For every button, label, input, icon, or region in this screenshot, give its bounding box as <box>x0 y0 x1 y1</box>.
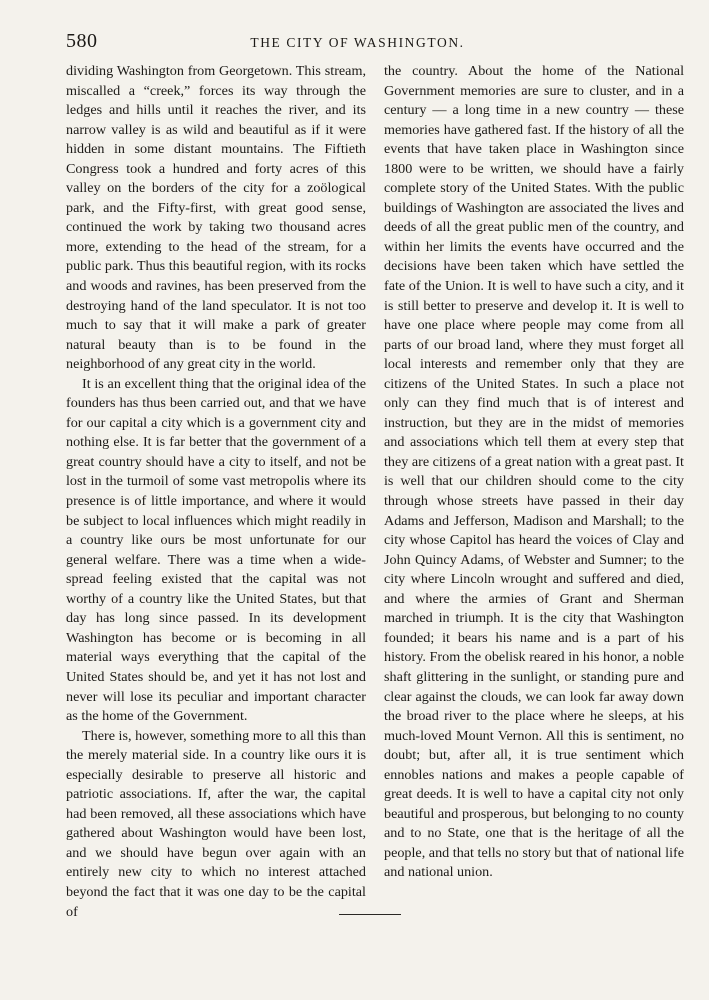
page-header <box>66 30 649 56</box>
section-end-rule <box>339 914 401 915</box>
paragraph: dividing Washington from Georgetown. This stream, miscalled a “creek,” forces its way through the ledges and hills until it reaches the river, and its narrow valley is as wild and beautiful as if it were hidden in some distant mountains. The Fiftieth Congress took a hundred and forty acres of this valley on the borders of the city for a zoölogical park, and the Fifty-first, with great good sense, continued the work by taking two thousand acres more, extending to the head of the stream, for a public park. Thus this beautiful region, with its rocks and woods and ravines, has been preserved from the destroying hand of the land speculator. It is not too much to say that it will make a park of greater natural beauty than is to be found in the neighborhood of any great city in the world. <box>66 63 366 373</box>
left-column <box>66 62 366 922</box>
paragraph: There is, however, something more to all this than the merely material side. In a country like ours it is especially desirable to preserve all historic and patriotic associations. If, after the war, the capital had been removed, all these associations which have gathered about Washington would have been lost, and we should have begun over again with an entirely new city to which no interest attached beyond the fact that it was one day to be the capital of <box>66 727 366 920</box>
right-column <box>384 62 684 883</box>
running-title: THE CITY OF WASHINGTON. <box>250 35 465 50</box>
paragraph: It is an excellent thing that the original idea of the founders has thus been carried out, and that we have for our capital a city which is a government city and nothing else. It is far better that the government of a great country should have a city to itself, and not be lost in the turmoil of some vast metropolis where its presence is of little importance, and where it would be subject to local influences which might readily in a country like ours be most unfortunate for our general welfare. There was a time when a wide-spread feeling existed that the capital was not worthy of a country like the United States, but that day has long since passed. In its development Washington has become or is becoming in all material ways everything that the capital of the United States should be, and yet it has not lost and never will lose its peculiar and important character as the home of the Government. <box>66 375 366 725</box>
page-number: 580 <box>66 30 98 52</box>
paragraph: the country. About the home of the National Government memories are sure to cluster, and in a century — a long time in a new country — these memories have gathered fast. If the history of all the events that have taken place in Washington since 1800 were to be written, we should have a fairly complete story of the United States. With the public buildings of Washington are associated the lives and deeds of all the great public men of the country, and within her limits the events have occurred and the decisions have been taken which have settled the fate of the Union. It is well to have such a city, and it is still better to preserve and develop it. It is well to have one place where people may come from all parts of our broad land, where they must forget all local interests and remember only that they are citizens of the United States. In such a place not only can they find much that is of interest and instruction, but they are in the midst of memories and associations which tell them at every step that they are citizens of a great nation with a great past. It is well that our children should come to the city through whose streets have passed in their day Adams and Jefferson, Madison and Marshall; to the city whose Capitol has heard the voices of Clay and John Quincy Adams, of Webster and Sumner; to the city where Lincoln wrought and suffered and died, and where the armies of Grant and Sherman marched in triumph. It is the city that Washington founded; it bears his name and is a part of his history. From the obelisk reared in his honor, a noble shaft glittering in the sunlight, or standing pure and clear against the clouds, we can look far away down the broad river to the place where he sleeps, at his much-loved Mount Vernon. All this is sentiment, no doubt; but, after all, it is true sentiment which ennobles nations and makes a people capable of great deeds. It is well to have a capital city not only beautiful and prosperous, but belonging to no county and to no State, one that is the heritage of all the people, and that tells no story but that of national life and national union. <box>384 63 684 881</box>
